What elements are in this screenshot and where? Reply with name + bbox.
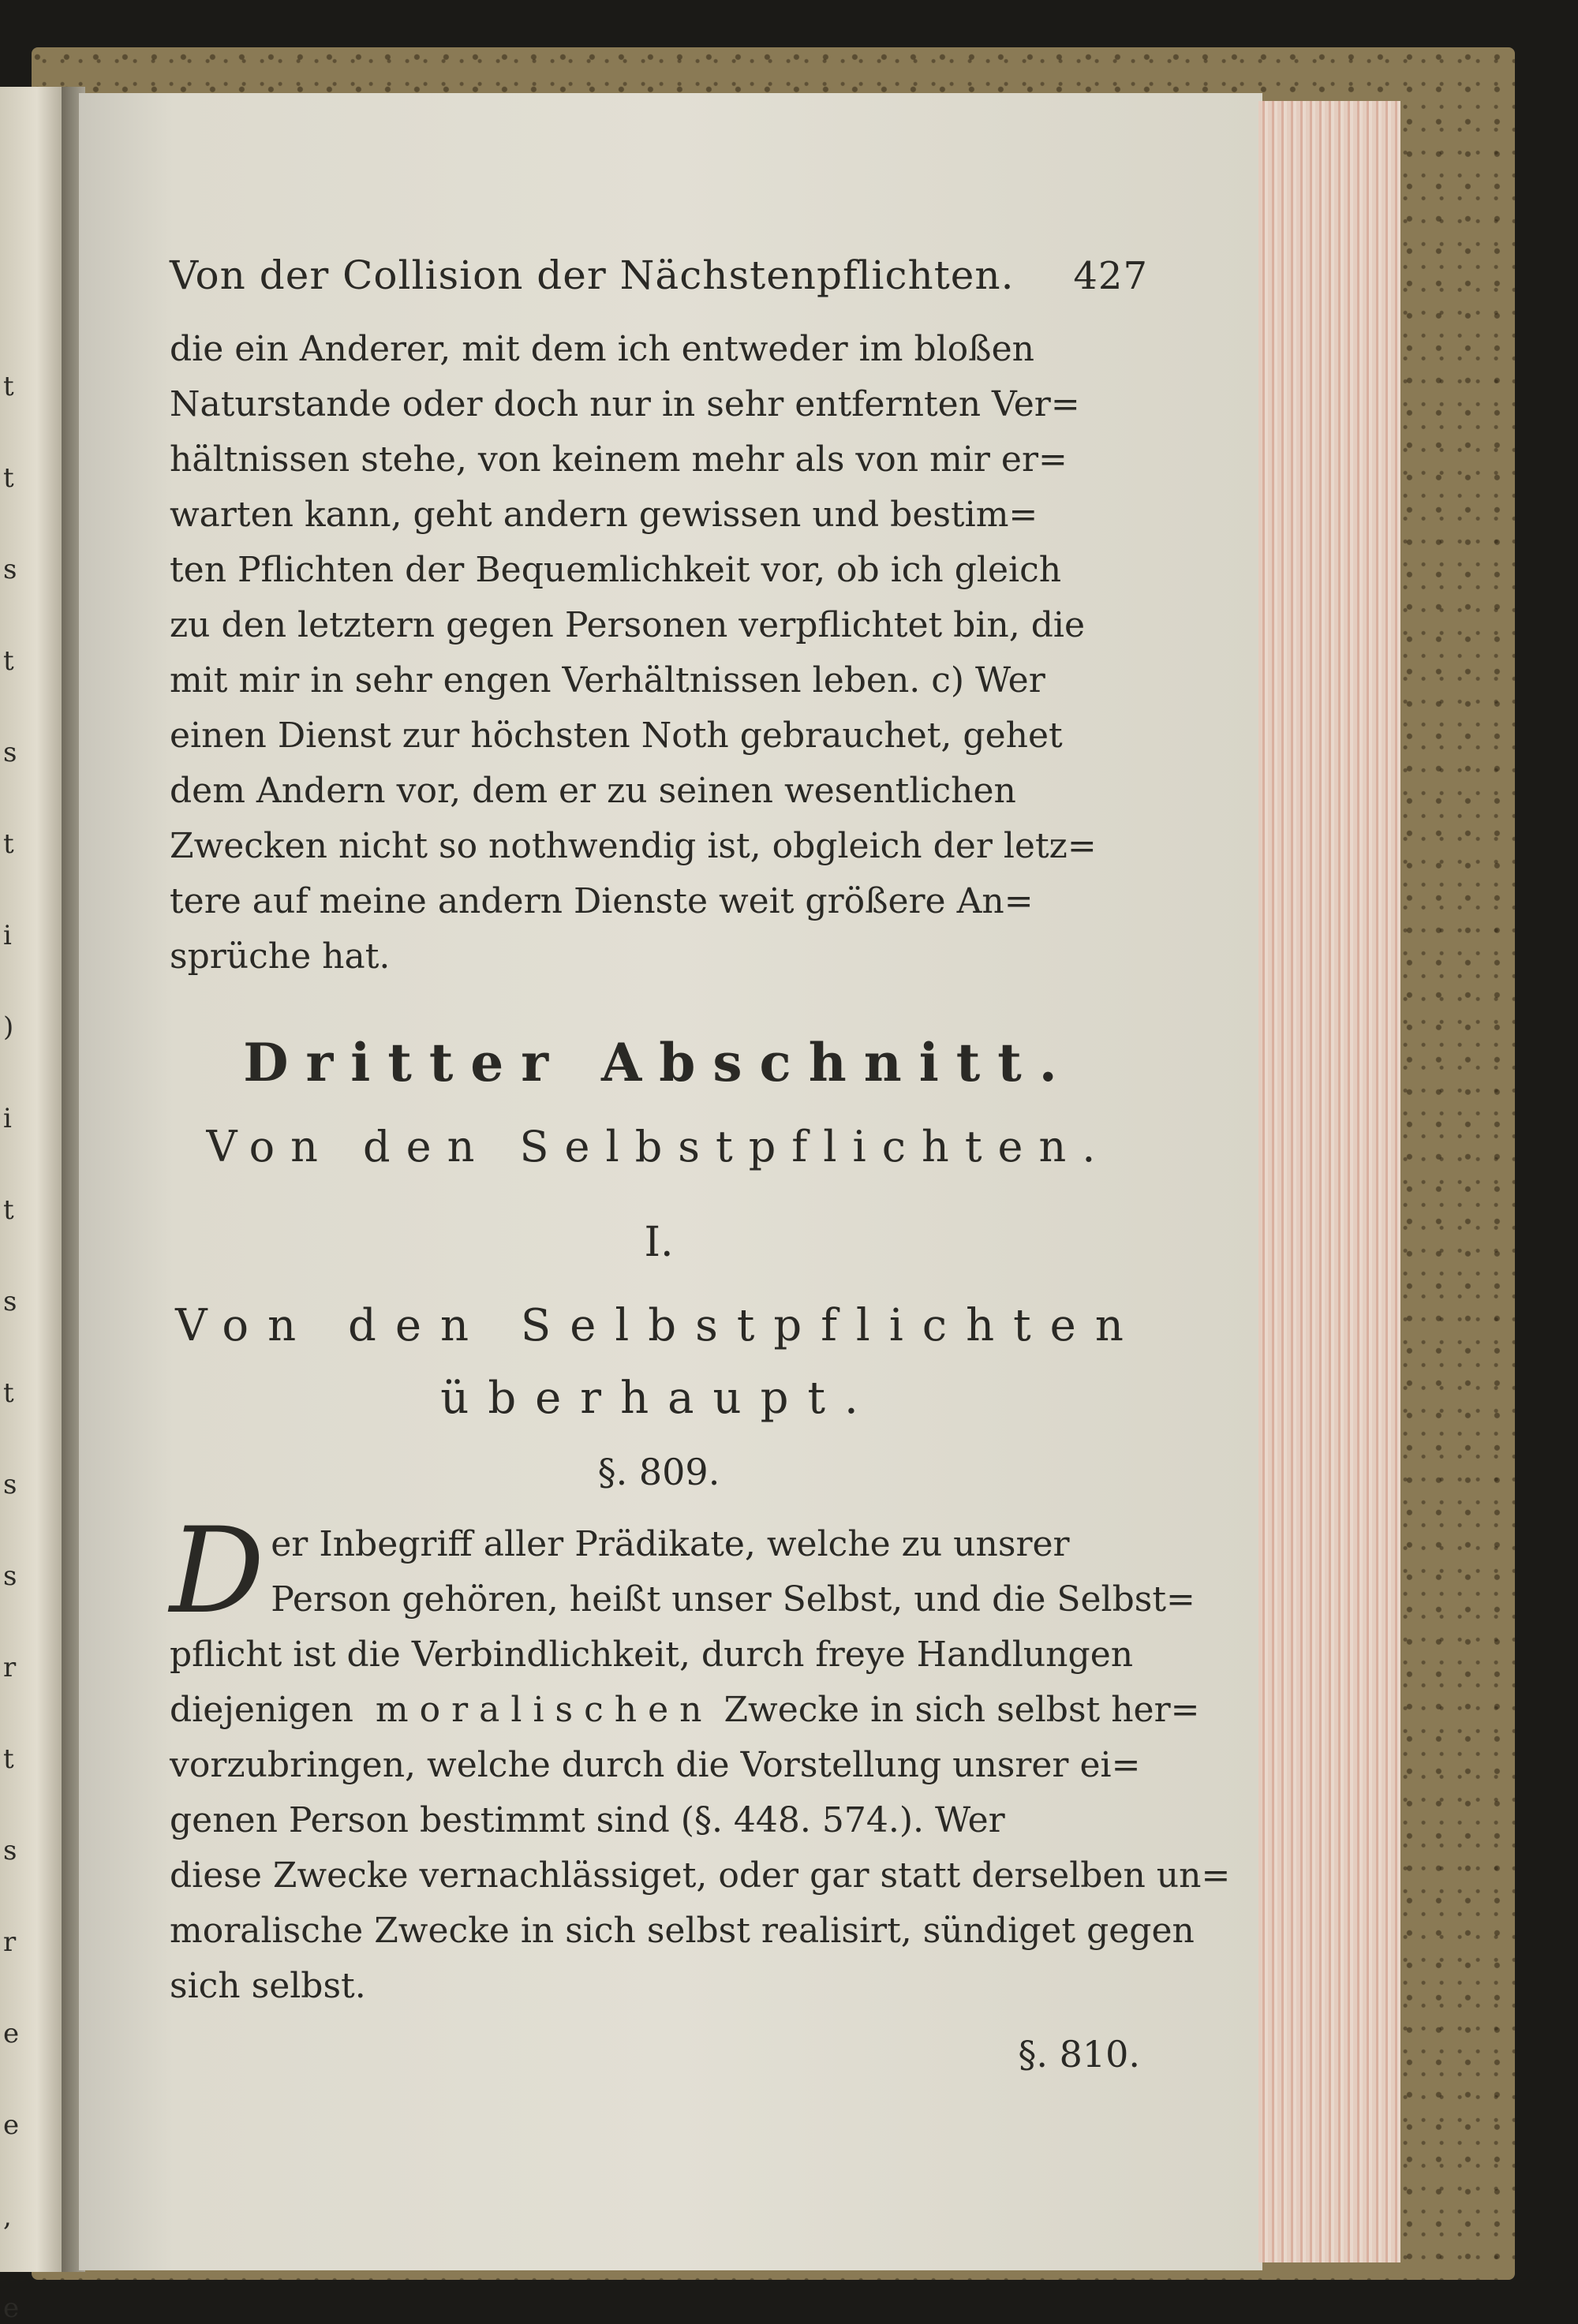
left-page-mark: r [3, 1926, 17, 1958]
left-page-mark: s [3, 1560, 17, 1592]
text-fragment: diejenigen [170, 1690, 353, 1730]
running-title: Von der Collision der Nächstenpflichten. [170, 252, 1015, 298]
left-page-mark: s [3, 1469, 17, 1500]
left-page-mark: e [3, 2109, 20, 2141]
left-page-mark: i [3, 1103, 12, 1134]
chapter-title-line: Von den Selbstpflichten [175, 1300, 1142, 1351]
left-page-mark: i [3, 920, 12, 951]
paragraph-continued [170, 322, 1148, 985]
text-line [170, 1683, 1200, 1738]
section-title: Dritter Abschnitt. [243, 1032, 1075, 1093]
text-line: sprüche hat. [170, 936, 391, 977]
text-line: Zwecken nicht so nothwendig ist, obgleich der letz= [170, 826, 1097, 866]
text-line: sich selbst. [170, 1966, 366, 2006]
page-edges [1258, 101, 1400, 2262]
text-line: pflicht ist die Verbindlichkeit, durch freye Handlungen [170, 1635, 1134, 1675]
left-page-mark: s [3, 737, 17, 768]
drop-cap: D [170, 1503, 265, 1640]
text-line: dem Andern vor, dem er zu seinen wesentlichen [170, 771, 1016, 811]
left-page-mark: t [3, 462, 14, 494]
text-line: genen Person bestimmt sind (§. 448. 574.). Wer [170, 1800, 1005, 1840]
text-line: moralische Zwecke in sich selbst realisirt, sündiget gegen [170, 1911, 1195, 1951]
text-line: warten kann, geht andern gewissen und bestim= [170, 495, 1038, 535]
left-page-mark: ) [3, 1011, 14, 1043]
section-subtitle: Von den Selbstpflichten. [206, 1122, 1112, 1171]
left-page-mark: e [3, 2292, 20, 2324]
left-page-mark: t [3, 828, 14, 860]
left-page-mark: s [3, 1835, 17, 1866]
text-line: zu den letztern gegen Personen verpflichtet bin, die [170, 605, 1086, 645]
chapter-title-line: überhaupt. [440, 1373, 877, 1424]
left-page-mark: e [3, 2018, 20, 2049]
left-page-mark: , [3, 2201, 12, 2232]
left-page-mark: r [3, 1652, 17, 1683]
text-line: Naturstande oder doch nur in sehr entfernten Ver= [170, 384, 1080, 424]
text-line: vorzubringen, welche durch die Vorstellung unsrer ei= [170, 1745, 1141, 1785]
left-page-marks [0, 87, 32, 2324]
text-line: diese Zwecke vernachlässiget, oder gar statt derselben un= [170, 1855, 1231, 1896]
chapter-numeral: I. [644, 1219, 674, 1266]
left-page-mark: t [3, 1743, 14, 1775]
text-line: mit mir in sehr engen Verhältnissen leben. c) Wer [170, 660, 1045, 701]
text-line: die ein Anderer, mit dem ich entweder im bloßen [170, 329, 1034, 369]
running-header [170, 252, 1148, 298]
left-page-mark: s [3, 1286, 17, 1317]
spaced-word: moralischen [375, 1690, 713, 1730]
text-line: einen Dienst zur höchsten Noth gebrauchet, gehet [170, 716, 1063, 756]
text-fragment: Zwecke in sich selbst her= [724, 1690, 1200, 1730]
page-number: 427 [1073, 254, 1148, 298]
text-line: tere auf meine andern Dienste weit größere An= [170, 881, 1034, 921]
page-text [170, 252, 1231, 2076]
left-page-mark: t [3, 1194, 14, 1226]
catchword: §. 810. [1018, 2033, 1140, 2076]
paragraph-number: §. 809. [597, 1451, 720, 1493]
text-line: hältnissen stehe, von keinem mehr als von mir er= [170, 439, 1068, 480]
left-page-mark: t [3, 1377, 14, 1409]
left-page-mark: s [3, 554, 17, 585]
left-page-mark: t [3, 645, 14, 677]
text-line: er Inbegriff aller Prädikate, welche zu unsrer [271, 1524, 1070, 1564]
text-line: Person gehören, heißt unser Selbst, und die Selbst= [271, 1579, 1195, 1620]
text-line: ten Pflichten der Bequemlichkeit vor, ob ich gleich [170, 550, 1062, 590]
left-page-mark: t [3, 371, 14, 402]
chapter-title [170, 1290, 1148, 1435]
body-paragraph [170, 1503, 1231, 2014]
